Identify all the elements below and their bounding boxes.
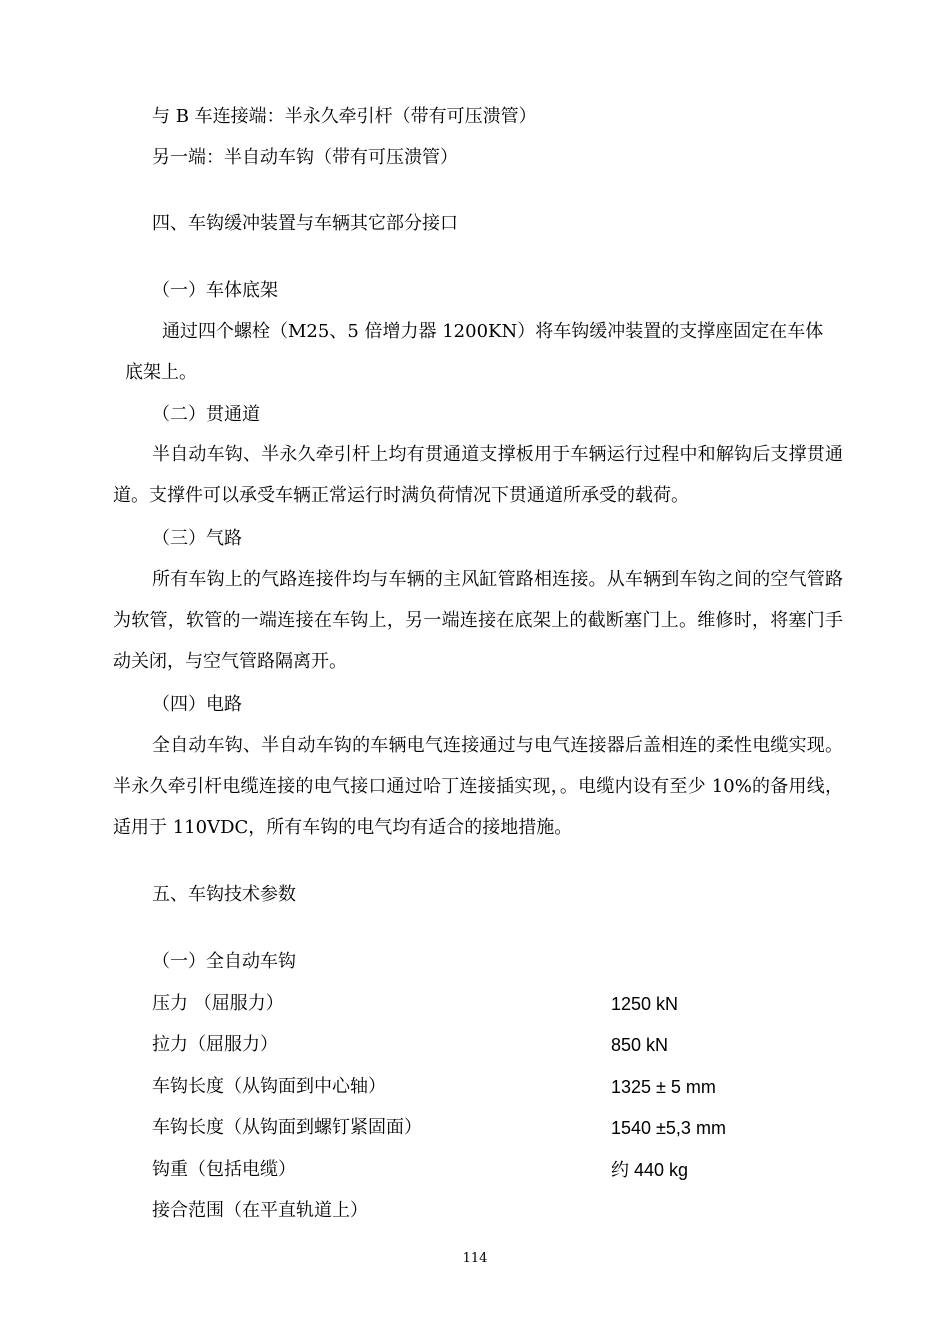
parameter-label: 接合范围（在平直轨道上） [152, 1200, 368, 1221]
section-5-heading: 五、车钩技术参数 [152, 884, 296, 905]
section-4-heading: 四、车钩缓冲装置与车辆其它部分接口 [152, 213, 458, 234]
parameter-value: 1540 ±5,3 mm [611, 1118, 726, 1138]
page-number: 114 [462, 1251, 488, 1266]
subsection-electric-circuit-heading: （四）电路 [152, 694, 242, 715]
subsection-chassis-heading: （一）车体底架 [152, 280, 278, 301]
gangway-paragraph: 半自动车钩、半永久牵引杆上均有贯通道支撑板用于车辆运行过程中和解钩后支撑贯通道。支撑件可以承受车辆正常运行时满负荷情况下贯通道所承受的载荷。 [113, 444, 843, 506]
parameter-value: 1325 ± 5 mm [611, 1077, 716, 1097]
electric-circuit-paragraph: 全自动车钩、半自动车钩的车辆电气连接通过与电气连接器后盖相连的柔性电缆实现。半永久牵引杆电缆连接的电气接口通过哈丁连接插实现，。电缆内设有至少 10%的备用线，适用于 110VDC，所有车钩的电气均有适合的接地措施。 [113, 735, 843, 838]
subsection-gangway-heading: （二）贯通道 [152, 404, 260, 425]
parameter-label: 车钩长度（从钩面到中心轴） [152, 1076, 386, 1097]
parameter-label: 车钩长度（从钩面到螺钉紧固面） [152, 1117, 422, 1138]
air-circuit-paragraph: 所有车钩上的气路连接件均与车辆的主风缸管路相连接。从车辆到车钩之间的空气管路为软管，软管的一端连接在车钩上，另一端连接在底架上的截断塞门上。维修时，将塞门手动关闭，与空气管路隔离开。 [113, 569, 843, 672]
parameter-value: 1250 kN [611, 994, 679, 1014]
parameter-label: 拉力（屈服力） [152, 1034, 278, 1055]
subsection-auto-coupler-heading: （一）全自动车钩 [152, 951, 296, 972]
other-end-line: 另一端：半自动车钩（带有可压溃管） [152, 147, 458, 168]
parameter-value: 850 kN [611, 1035, 669, 1055]
b-car-end-line: 与 B 车连接端：半永久牵引杆（带有可压溃管） [152, 106, 537, 127]
chassis-paragraph-line-1: 通过四个螺栓（M25、5 倍增力器 1200KN）将车钩缓冲装置的支撑座固定在车体 [162, 321, 824, 342]
chassis-paragraph-line-2: 底架上。 [125, 362, 197, 383]
parameter-value: 约 440 kg [611, 1160, 689, 1180]
parameter-label: 压力 （屈服力） [152, 993, 284, 1014]
subsection-air-circuit-heading: （三）气路 [152, 528, 242, 549]
parameter-label: 钩重（包括电缆） [152, 1159, 296, 1180]
